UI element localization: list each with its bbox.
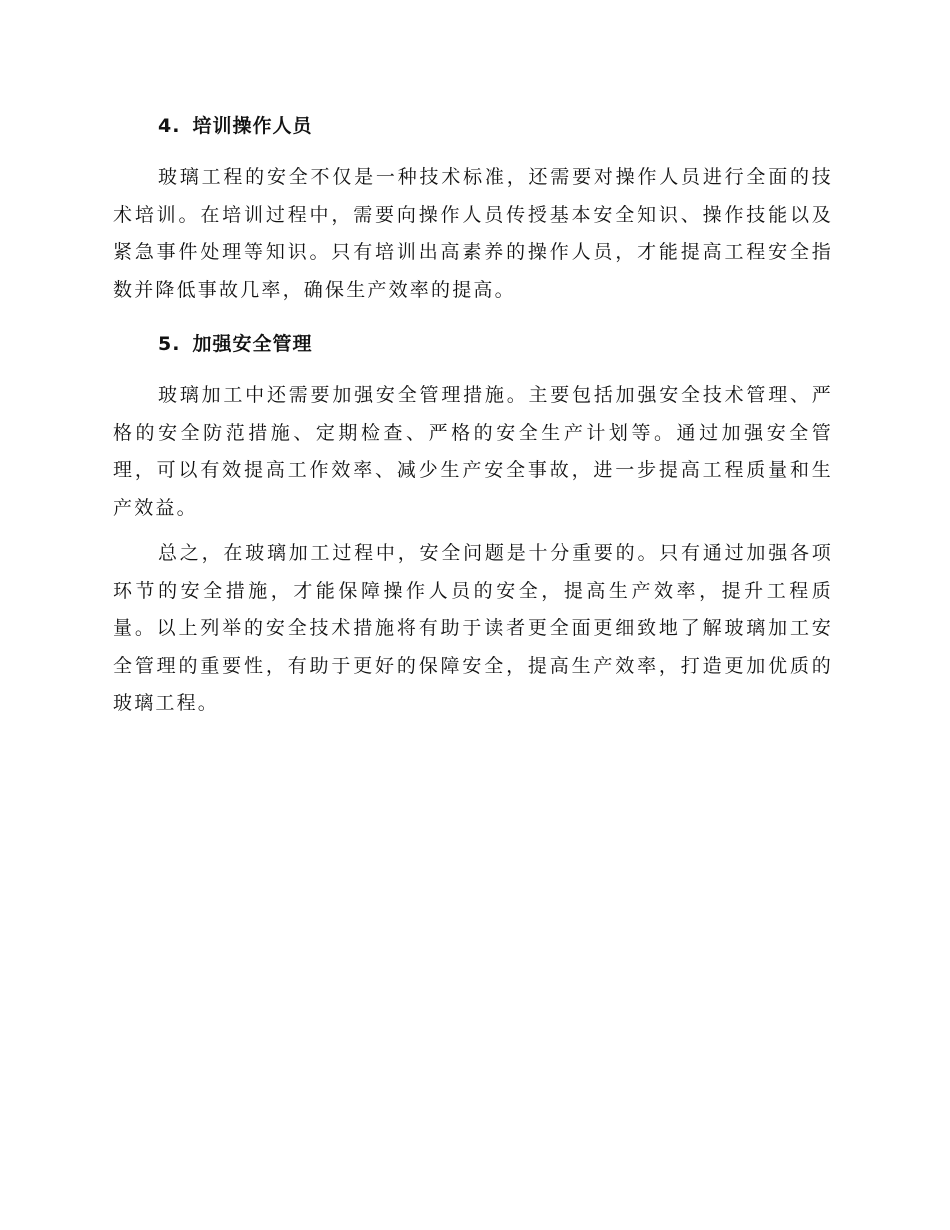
section-number: 5. (158, 333, 181, 355)
paragraph-safety-management: 玻璃加工中还需要加强安全管理措施。主要包括加强安全技术管理、严格的安全防范措施、定期检查、严格的安全生产计划等。通过加强安全管理，可以有效提高工作效率、减少生产安全事故，进一步提高工程质量和生产效益。 (113, 384, 833, 519)
section-title: 加强安全管理 (192, 333, 313, 355)
section-heading-training (113, 111, 833, 141)
paragraph-training: 玻璃工程的安全不仅是一种技术标准，还需要对操作人员进行全面的技术培训。在培训过程中，需要向操作人员传授基本安全知识、操作技能以及紧急事件处理等知识。只有培训出高素养的操作人员，才能提高工程安全指数并降低事故几率，确保生产效率的提高。 (113, 166, 833, 301)
paragraph-conclusion: 总之，在玻璃加工过程中，安全问题是十分重要的。只有通过加强各项环节的安全措施，才能保障操作人员的安全，提高生产效率，提升工程质量。以上列举的安全技术措施将有助于读者更全面更细致地了解玻璃加工安全管理的重要性，有助于更好的保障安全，提高生产效率，打造更加优质的玻璃工程。 (113, 542, 833, 714)
section-heading-safety-management (113, 329, 833, 359)
section-number: 4. (158, 115, 181, 137)
document-body (113, 111, 833, 723)
section-title: 培训操作人员 (192, 115, 313, 137)
